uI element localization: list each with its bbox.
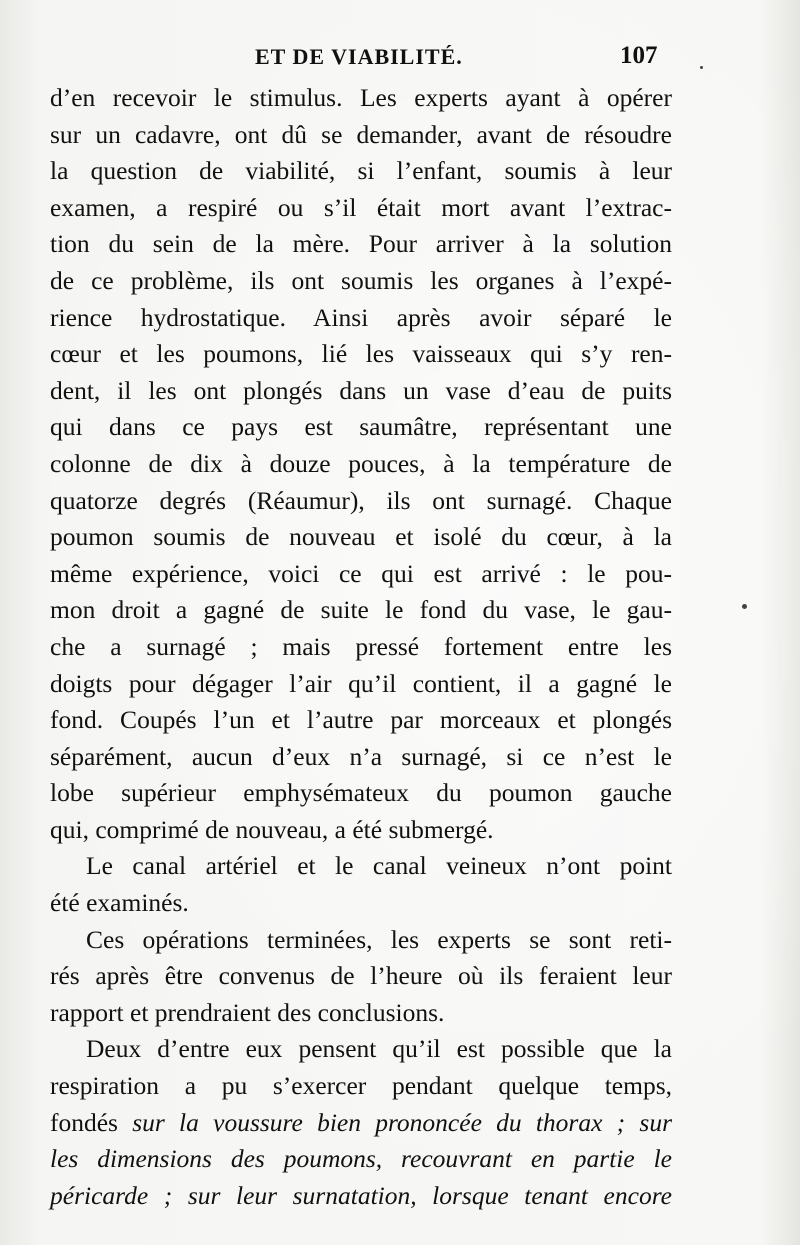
text-line: de ce problème, ils ont soumis les organes à l’expé- [50,265,672,295]
text-line: même expérience, voici ce qui est arrivé : le pou- [50,558,672,588]
text-line: tion du sein de la mère. Pour arriver à la solution [50,229,672,259]
text-line: colonne de dix à douze pouces, à la température de [50,448,672,478]
page-number: 107 [620,42,658,69]
text-line [50,1178,672,1215]
text-line: rapport et prendraient des conclusions. [50,997,445,1027]
italic-text: péricarde ; sur leur surnatation, lorsque tenant encore [50,1180,672,1210]
italic-text: les dimensions des poumons, recouvrant en partie le [50,1144,672,1174]
text-line [50,1141,672,1178]
text-line: rés après être convenus de l’heure où ils feraient leur [50,961,672,991]
text-line: la question de viabilité, si l’enfant, soumis à leur [50,156,672,186]
text-line: sur un cadavre, ont dû se demander, avant de résoudre [50,119,672,149]
text-line: Ces opérations terminées, les experts se sont reti- [86,924,672,954]
text-line: lobe supérieur emphysémateux du poumon gauche [50,778,672,808]
text-line: qui, comprimé de nouveau, a été submergé. [50,814,494,844]
running-head: ET DE VIABILITÉ. [255,44,463,69]
text-line: doigts pour dégager l’air qu’il contient, il a gagné le [50,668,672,698]
text-line: quatorze degrés (Réaumur), ils ont surnagé. Chaque [50,485,672,515]
text-line: cœur et les poumons, lié les vaisseaux qui s’y ren- [50,339,672,369]
text-line [50,1105,672,1142]
body-text [50,80,672,1214]
margin-speck [700,66,703,69]
text-line: Deux d’entre eux pensent qu’il est possible que la [86,1034,672,1064]
margin-speck [742,604,747,609]
text-line: examen, a respiré ou s’il était mort avant l’extrac- [50,192,672,222]
roman-text: fondés [50,1107,133,1137]
text-line: qui dans ce pays est saumâtre, représentant une [50,412,672,442]
page-header [0,40,800,80]
text-line: poumon soumis de nouveau et isolé du cœur, à la [50,522,672,552]
italic-text: sur la voussure bien prononcée du thorax ; sur [132,1107,672,1137]
text-line: che a surnagé ; mais pressé fortement entre les [50,631,672,661]
text-line: séparément, aucun d’eux n’a surnagé, si ce n’est le [50,741,672,771]
text-line: Le canal artériel et le canal veineux n’ont point [86,851,672,881]
text-line: été examinés. [50,888,189,918]
text-line: d’en recevoir le stimulus. Les experts ayant à opérer [50,83,672,112]
text-line: respiration a pu s’exercer pendant quelque temps, [50,1071,672,1101]
text-line: fond. Coupés l’un et l’autre par morceaux et plongés [50,705,672,735]
text-line: rience hydrostatique. Ainsi après avoir séparé le [50,302,672,332]
text-line: mon droit a gagné de suite le fond du vase, le gau- [50,595,672,625]
text-line: dent, il les ont plongés dans un vase d’eau de puits [50,375,672,405]
